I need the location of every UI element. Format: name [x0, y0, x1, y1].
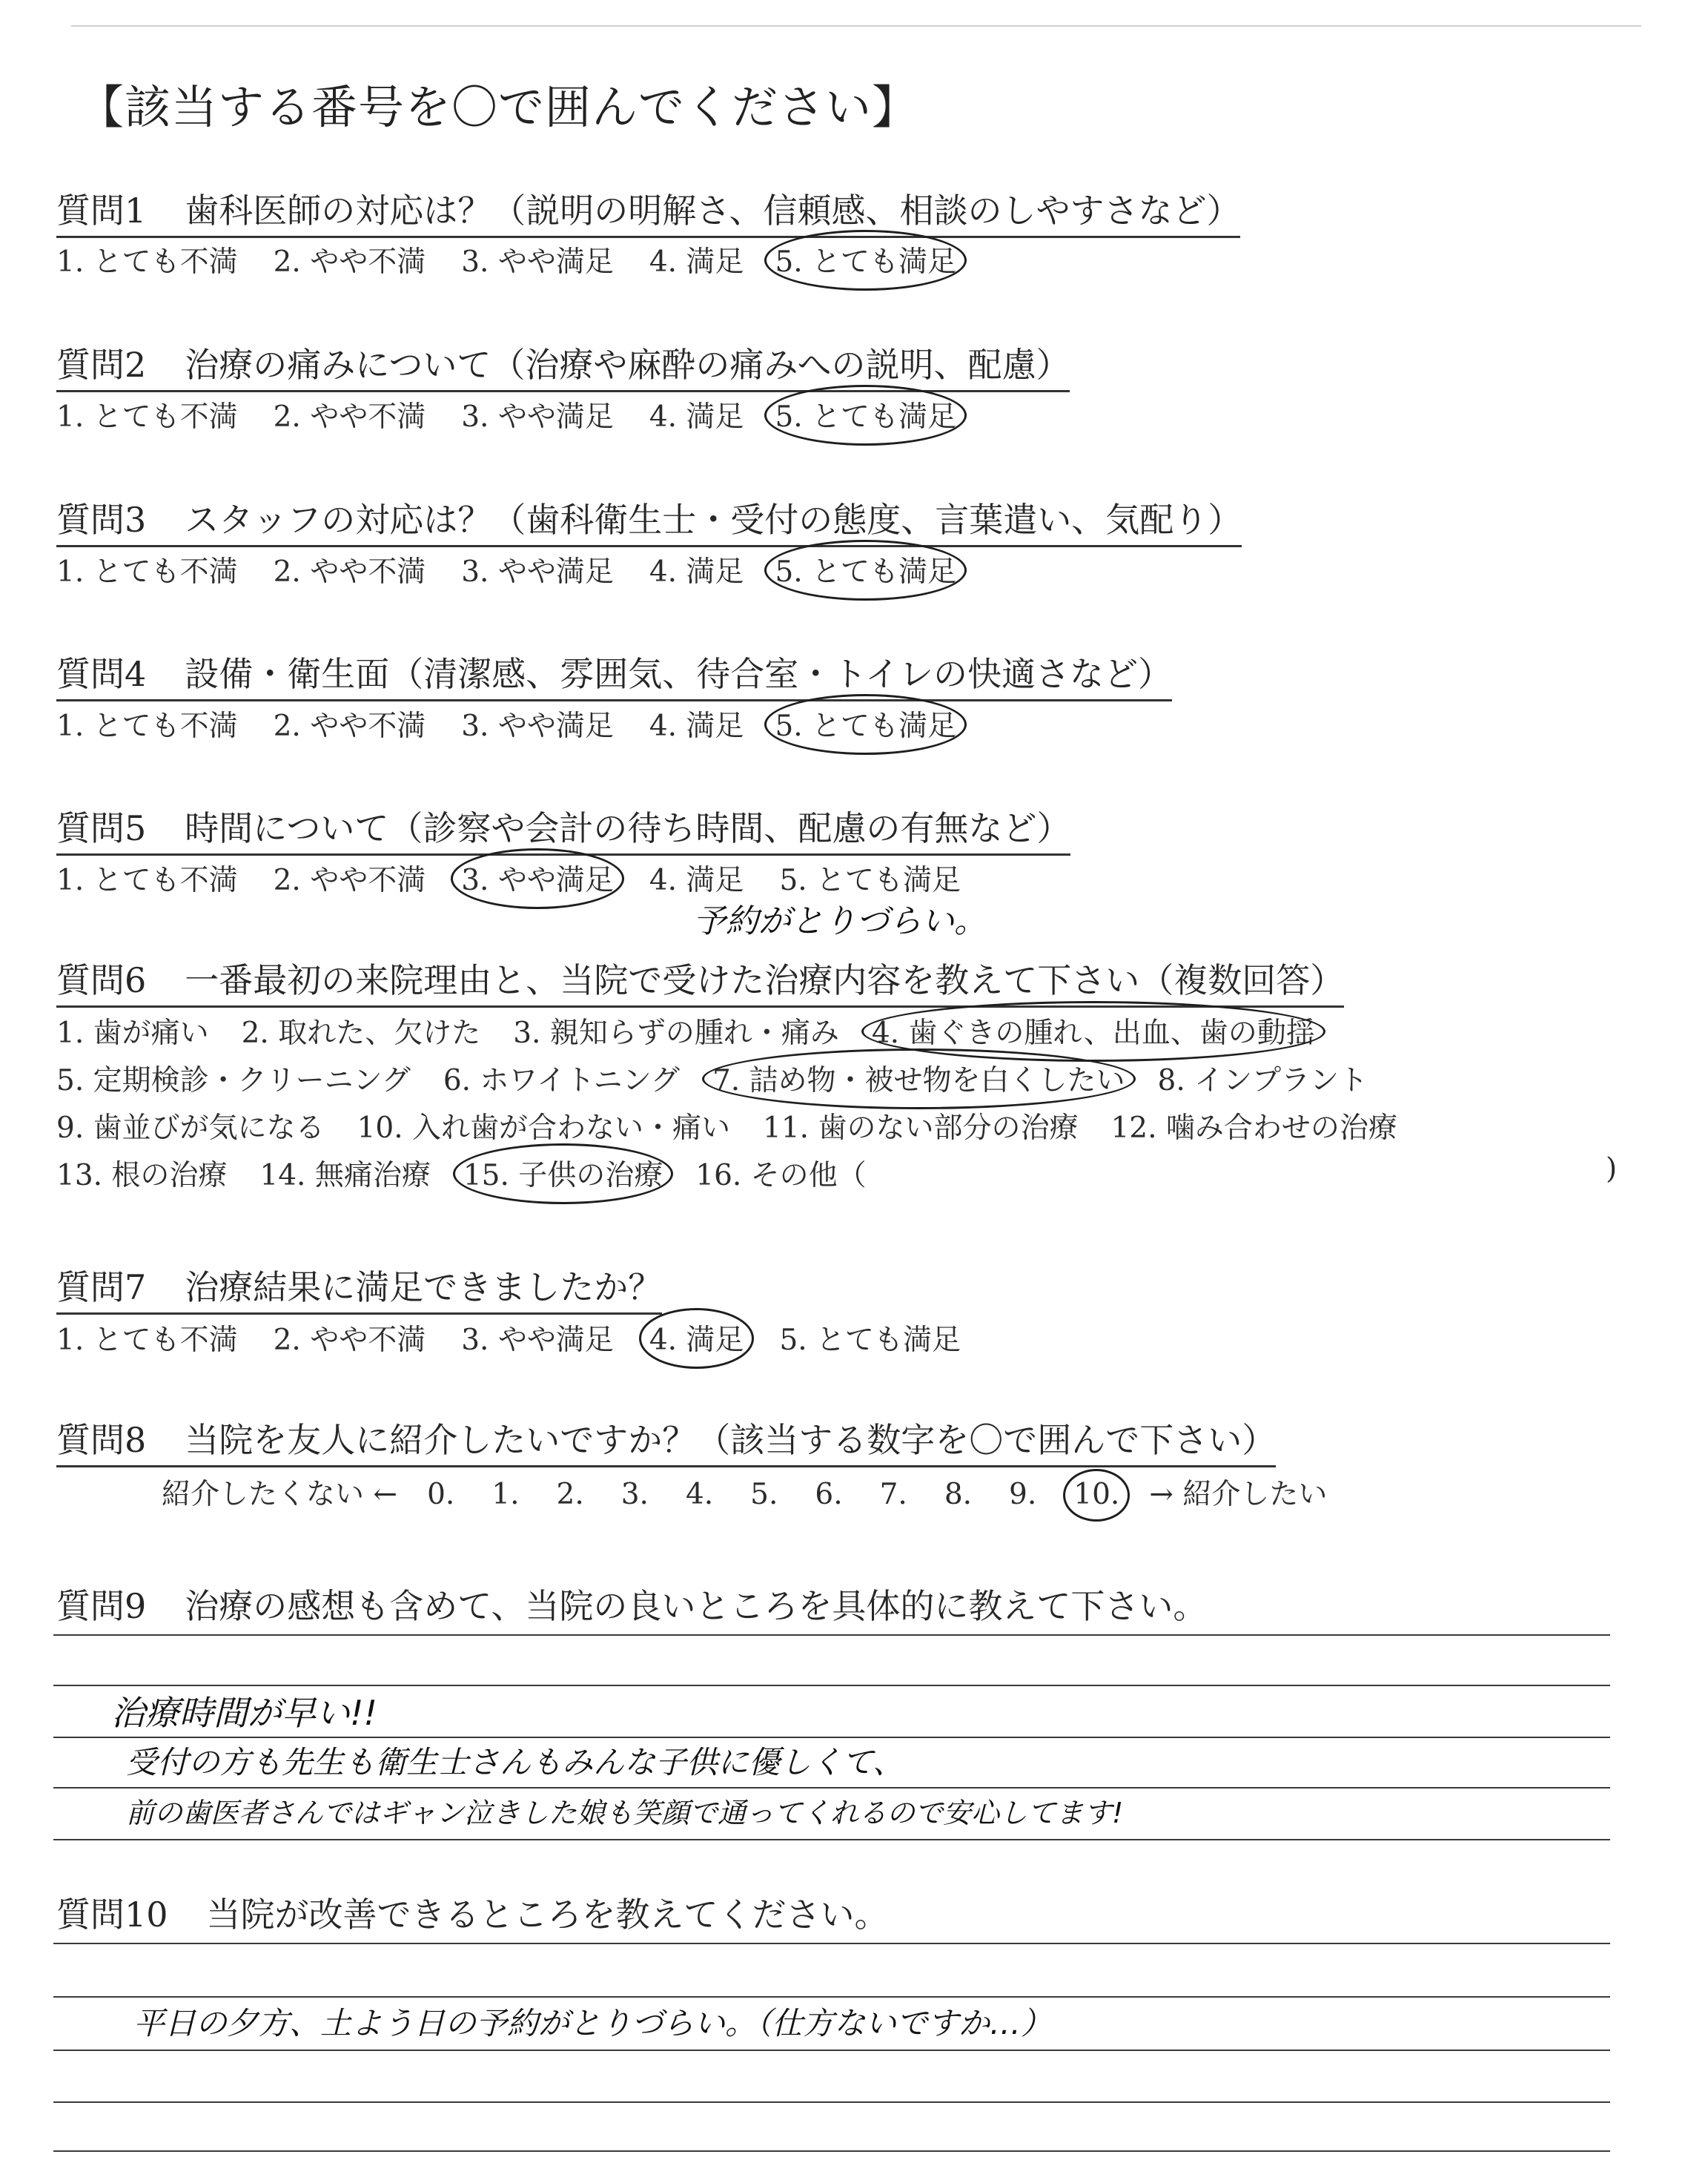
scale-0[interactable]: 0. [427, 1478, 455, 1511]
option-4-selected[interactable]: 4. 歯ぐきの腫れ、出血、歯の動揺 [872, 1010, 1315, 1051]
option-1[interactable]: 1. 歯が痛い [56, 1017, 209, 1050]
answer-line [53, 1996, 1610, 1998]
question-4-heading [56, 647, 1172, 701]
option-5[interactable]: 5. 定期検診・クリーニング [56, 1064, 411, 1097]
option-5-selected[interactable]: 5. とても満足 [775, 239, 956, 280]
option-2[interactable]: 2. やや不満 [273, 1324, 426, 1357]
question-number: 質問10 [56, 1895, 168, 1935]
question-6-options-row-4 [56, 1152, 867, 1194]
answer-line [53, 1839, 1610, 1840]
question-number: 質問7 [56, 1267, 147, 1307]
handwritten-answer-q9-line-3: 前の歯医者さんではギャン泣きした娘も笑顔で通ってくれるので安心してます! [126, 1797, 1124, 1829]
answer-line [53, 1787, 1610, 1789]
question-1-options [56, 239, 956, 280]
handwritten-answer-q10: 平日の夕方、土よう日の予約がとりづらい。（仕方ないですか…） [133, 2005, 1053, 2041]
question-6-options-row-1 [56, 1010, 1315, 1051]
question-text: 時間について（診察や会計の待ち時間、配慮の有無など） [185, 808, 1071, 848]
option-12[interactable]: 12. 噛み合わせの治療 [1110, 1112, 1397, 1145]
handwritten-answer-q9-line-1: 治療時間が早い!! [111, 1693, 377, 1733]
option-2[interactable]: 2. やや不満 [273, 864, 426, 897]
scale-left-label: 紹介したくない ← [162, 1478, 398, 1511]
question-number: 質問9 [56, 1586, 147, 1626]
option-1[interactable]: 1. とても不満 [56, 555, 238, 589]
question-text: 一番最初の来院理由と、当院で受けた治療内容を教えて下さい（複数回答） [185, 960, 1345, 1000]
scale-9[interactable]: 9. [1009, 1478, 1037, 1511]
scale-2[interactable]: 2. [556, 1478, 584, 1511]
option-3[interactable]: 3. やや満足 [461, 555, 614, 589]
option-13[interactable]: 13. 根の治療 [56, 1159, 228, 1192]
option-4[interactable]: 4. 満足 [649, 400, 744, 434]
scale-3[interactable]: 3. [620, 1478, 649, 1511]
option-4[interactable]: 4. 満足 [649, 555, 744, 589]
question-number: 質問8 [56, 1420, 147, 1460]
option-2[interactable]: 2. 取れた、欠けた [241, 1017, 481, 1050]
question-number: 質問4 [56, 654, 147, 694]
option-1[interactable]: 1. とても不満 [56, 245, 238, 279]
option-3[interactable]: 3. やや満足 [461, 245, 614, 279]
option-5-selected[interactable]: 5. とても満足 [775, 703, 956, 744]
option-1[interactable]: 1. とても不満 [56, 1324, 238, 1357]
handwritten-note-q5: 予約がとりづらい。 [693, 902, 987, 940]
option-1[interactable]: 1. とても不満 [56, 864, 238, 897]
option-8[interactable]: 8. インプラント [1157, 1064, 1368, 1097]
option-15-selected[interactable]: 15. 子供の治療 [463, 1152, 663, 1194]
option-5[interactable]: 5. とても満足 [779, 864, 961, 897]
option-1[interactable]: 1. とても不満 [56, 400, 238, 434]
question-6-heading [56, 954, 1344, 1008]
option-3[interactable]: 3. 親知らずの腫れ・痛み [513, 1017, 839, 1050]
answer-line [53, 2150, 1610, 2152]
answer-line [53, 1634, 1610, 1636]
option-4[interactable]: 4. 満足 [649, 245, 744, 279]
scale-1[interactable]: 1. [491, 1478, 520, 1511]
question-number: 質問2 [56, 345, 147, 385]
answer-line [53, 2050, 1610, 2051]
scale-5[interactable]: 5. [750, 1478, 778, 1511]
question-text: 当院を友人に紹介したいですか？（該当する数字を〇で囲んで下さい） [185, 1420, 1277, 1460]
option-5-selected[interactable]: 5. とても満足 [775, 394, 956, 435]
question-8-scale [162, 1471, 1327, 1513]
question-10-heading [56, 1888, 889, 1937]
option-1[interactable]: 1. とても不満 [56, 710, 238, 743]
option-4-selected[interactable]: 4. 満足 [649, 1317, 744, 1358]
option-4[interactable]: 4. 満足 [649, 864, 744, 897]
scale-4[interactable]: 4. [685, 1478, 714, 1511]
question-2-options [56, 394, 956, 435]
question-number: 質問5 [56, 808, 147, 848]
scale-6[interactable]: 6. [815, 1478, 843, 1511]
option-7-selected[interactable]: 7. 詰め物・被せ物を白くしたい [712, 1057, 1125, 1099]
question-2-heading [56, 338, 1070, 392]
option-6[interactable]: 6. ホワイトニング [443, 1064, 680, 1097]
question-text: 治療の感想も含めて、当院の良いところを具体的に教えて下さい。 [185, 1586, 1208, 1626]
question-9-heading [56, 1579, 1207, 1628]
question-5-options [56, 857, 961, 899]
question-text: 治療結果に満足できましたか？ [185, 1267, 663, 1307]
question-4-options [56, 703, 956, 744]
option-4[interactable]: 4. 満足 [649, 710, 744, 743]
option-10[interactable]: 10. 入れ歯が合わない・痛い [357, 1112, 731, 1145]
question-6-options-row-3 [56, 1105, 1397, 1146]
page-title: 【該当する番号を〇で囲んでください】 [78, 80, 919, 134]
option-3-selected[interactable]: 3. やや満足 [461, 857, 614, 899]
option-2[interactable]: 2. やや不満 [273, 245, 426, 279]
question-text: 歯科医師の対応は？（説明の明解さ、信頼感、相談のしやすさなど） [185, 191, 1241, 231]
option-3[interactable]: 3. やや満足 [461, 400, 614, 434]
option-2[interactable]: 2. やや不満 [273, 400, 426, 434]
answer-line [53, 1943, 1610, 1944]
option-3[interactable]: 3. やや満足 [461, 1324, 614, 1357]
other-close-paren: ) [1606, 1152, 1618, 1186]
scale-7[interactable]: 7. [879, 1478, 907, 1511]
question-7-options [56, 1317, 961, 1358]
question-text: 治療の痛みについて（治療や麻酔の痛みへの説明、配慮） [185, 345, 1070, 385]
question-5-heading [56, 802, 1070, 856]
top-border [71, 25, 1641, 27]
scale-10-selected[interactable]: 10. [1073, 1478, 1120, 1511]
question-6-options-row-2 [56, 1057, 1368, 1099]
question-number: 質問6 [56, 960, 147, 1000]
question-text: 当院が改善できるところを教えてください。 [206, 1895, 889, 1935]
question-3-options [56, 549, 956, 590]
option-16-other[interactable]: 16. その他（ [695, 1159, 867, 1192]
answer-line [53, 2101, 1610, 2103]
option-2[interactable]: 2. やや不満 [273, 555, 426, 589]
option-2[interactable]: 2. やや不満 [273, 710, 426, 743]
scale-8[interactable]: 8. [944, 1478, 973, 1511]
option-3[interactable]: 3. やや満足 [461, 710, 614, 743]
question-1-heading [56, 184, 1240, 238]
question-7-heading [56, 1261, 662, 1315]
option-11[interactable]: 11. 歯のない部分の治療 [763, 1112, 1079, 1145]
option-5-selected[interactable]: 5. とても満足 [775, 549, 956, 590]
option-14[interactable]: 14. 無痛治療 [259, 1159, 431, 1192]
question-number: 質問3 [56, 500, 147, 540]
question-text: スタッフの対応は？（歯科衛生士・受付の態度、言葉遣い、気配り） [185, 500, 1242, 540]
handwritten-answer-q9-line-2: 受付の方も先生も衛生士さんもみんな子供に優しくて、 [126, 1744, 904, 1780]
question-number: 質問1 [56, 191, 147, 231]
scale-right-label: → 紹介したい [1149, 1478, 1328, 1511]
question-3-heading [56, 493, 1242, 547]
option-9[interactable]: 9. 歯並びが気になる [56, 1112, 325, 1145]
question-8-heading [56, 1413, 1276, 1467]
question-text: 設備・衛生面（清潔感、雰囲気、待合室・トイレの快適さなど） [185, 654, 1172, 694]
option-5[interactable]: 5. とても満足 [779, 1324, 961, 1357]
